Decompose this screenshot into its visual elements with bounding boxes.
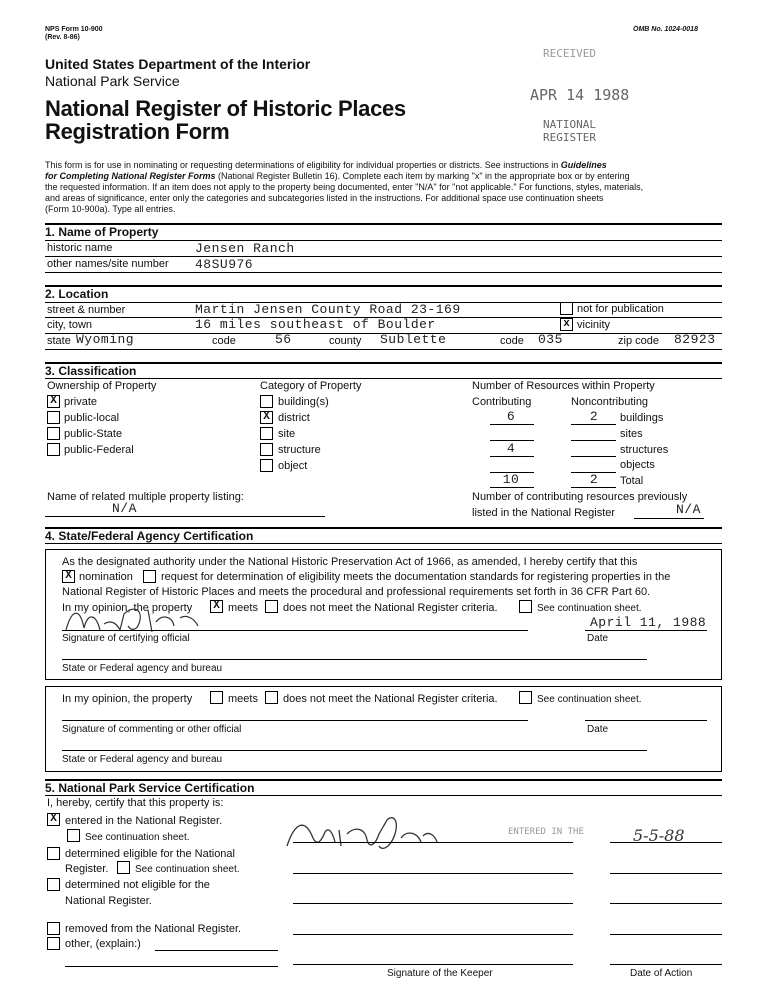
other-names-value: 48SU976 (195, 257, 254, 272)
keeper-sig-label: Signature of the Keeper (387, 968, 493, 979)
does-not-meet-label: does not meet the National Register criteria. (283, 602, 498, 614)
noncontrib-buildings: 2 (589, 409, 599, 424)
certifying-date-label: Date (587, 633, 609, 644)
vicinity-label: vicinity (577, 319, 611, 331)
not-eligible-checkbox[interactable] (47, 878, 60, 891)
omb-number: OMB No. 1024-0018 (633, 26, 698, 33)
continuation-label-1: See continuation sheet. (537, 603, 642, 614)
does-not-meet2-checkbox[interactable] (265, 691, 278, 704)
object-checkbox[interactable] (260, 459, 273, 472)
state-code-label: code (212, 335, 236, 347)
cert-line1: As the designated authority under the National Historic Preservation Act of 1966, as amended, I hereby certify that this (62, 556, 638, 568)
historic-name-value: Jensen Ranch (195, 241, 295, 256)
county-label: county (329, 335, 362, 347)
nomination-label: nomination (79, 571, 133, 583)
does-not-meet2-label: does not meet the National Register criteria. (283, 693, 498, 705)
public-federal-label: public-Federal (64, 444, 134, 456)
section-2-heading: 2. Location (45, 287, 109, 301)
vicinity-checkbox[interactable]: x (560, 318, 573, 331)
county-code-value: 035 (538, 332, 563, 347)
total-row-label: Total (620, 475, 644, 487)
nps-cert-intro: I, hereby, certify that this property is: (47, 797, 224, 809)
entered-stamp: ENTERED IN THE (508, 827, 584, 837)
district-checkbox[interactable]: X (260, 411, 273, 424)
continuation-checkbox-1[interactable] (519, 600, 532, 613)
contrib-buildings: 6 (506, 409, 516, 424)
bureau-label-2: State or Federal agency and bureau (62, 754, 223, 765)
contributing-heading: Contributing (472, 396, 532, 408)
site-checkbox[interactable] (260, 427, 273, 440)
action-date-value: 5-5-88 (633, 826, 685, 845)
certifying-sig-label: Signature of certifying official (62, 633, 190, 644)
public-federal-checkbox[interactable] (47, 443, 60, 456)
form-number: NPS Form 10-900 (45, 26, 103, 33)
action-date-label: Date of Action (630, 968, 693, 979)
bureau-label-1: State or Federal agency and bureau (62, 663, 223, 674)
removed-checkbox[interactable] (47, 922, 60, 935)
previously-listed-line2: listed in the National Register (472, 507, 616, 519)
eligibility-request-checkbox[interactable] (143, 570, 156, 583)
county-code-label: code (500, 335, 524, 347)
not-for-publication-label: not for publication (577, 303, 664, 315)
state-code-value: 56 (275, 332, 292, 347)
meets2-checkbox[interactable] (210, 691, 223, 704)
city-label: city, town (47, 319, 93, 331)
historic-name-label: historic name (47, 242, 113, 254)
zip-value: 82923 (674, 332, 716, 347)
zip-label: zip code (618, 335, 659, 347)
section-1-heading: 1. Name of Property (45, 225, 159, 239)
continuation-label-2: See continuation sheet. (537, 694, 642, 705)
eligible-checkbox[interactable] (47, 847, 60, 860)
public-local-label: public-local (64, 412, 120, 424)
commenting-date-label: Date (587, 724, 609, 735)
received-date-stamp: APR 14 1988 (530, 86, 630, 104)
category-heading: Category of Property (260, 380, 362, 392)
nomination-checkbox[interactable]: X (62, 570, 75, 583)
keeper-signature (283, 812, 443, 854)
public-local-checkbox[interactable] (47, 411, 60, 424)
eligible-continuation-label: See continuation sheet. (135, 864, 240, 875)
removed-label: removed from the National Register. (65, 923, 242, 935)
multiple-property-label: Name of related multiple property listing: (47, 491, 244, 503)
buildings-row-label: buildings (620, 412, 664, 424)
street-label: street & number (47, 304, 126, 316)
site-label: site (278, 428, 296, 440)
eligible-label-2: Register. (65, 863, 109, 875)
district-label: district (278, 412, 310, 424)
private-label: private (64, 396, 98, 408)
not-for-publication-checkbox[interactable] (560, 302, 573, 315)
meets2-label: meets (228, 693, 258, 705)
noncontrib-total: 2 (589, 472, 599, 487)
state-value: Wyoming (76, 332, 135, 347)
entered-continuation-checkbox[interactable] (67, 829, 80, 842)
not-eligible-label-2: National Register. (65, 895, 152, 907)
entered-continuation-label: See continuation sheet. (85, 832, 190, 843)
multiple-property-value: N/A (112, 501, 137, 516)
structure-checkbox[interactable] (260, 443, 273, 456)
certifying-date-value: April 11, 1988 (590, 615, 707, 630)
not-eligible-label-1: determined not eligible for the (65, 879, 210, 891)
does-not-meet-checkbox[interactable] (265, 600, 278, 613)
form-revision: (Rev. 8-86) (45, 34, 80, 41)
cert-line2: request for determination of eligibility meets the documentation standards for registering properties in the (161, 571, 671, 583)
other-names-label: other names/site number (47, 258, 169, 270)
commenting-sig-label: Signature of commenting or other official (62, 724, 242, 735)
section-4-heading: 4. State/Federal Agency Certification (45, 529, 254, 543)
state-label: state (47, 335, 71, 347)
section-3-heading: 3. Classification (45, 364, 137, 378)
meets-label: meets (228, 602, 258, 614)
cert-line3: National Register of Historic Places and meets the procedural and professional requirements set forth in 36 CFR Part 60. (62, 586, 651, 598)
entered-checkbox[interactable]: X (47, 813, 60, 826)
opinion-label: In my opinion, the property (62, 602, 193, 614)
resources-heading: Number of Resources within Property (472, 380, 655, 392)
contrib-total: 10 (502, 472, 520, 487)
private-checkbox[interactable]: X (47, 395, 60, 408)
section-5-heading: 5. National Park Service Certification (45, 781, 255, 795)
continuation-checkbox-2[interactable] (519, 691, 532, 704)
entered-label: entered in the National Register. (65, 815, 223, 827)
public-state-checkbox[interactable] (47, 427, 60, 440)
previously-listed-value: N/A (676, 502, 701, 517)
contrib-structures: 4 (506, 441, 516, 456)
ownership-heading: Ownership of Property (47, 380, 157, 392)
building-label: building(s) (278, 396, 329, 408)
structures-row-label: structures (620, 444, 669, 456)
county-value: Sublette (380, 332, 447, 347)
eligible-label-1: determined eligible for the National (65, 848, 235, 860)
objects-row-label: objects (620, 459, 655, 471)
stamp-register: REGISTER (543, 131, 596, 144)
city-value: 16 miles southeast of Boulder (195, 317, 436, 332)
instructions-paragraph: This form is for use in nominating or requesting determinations of eligibility for individual properties or districts. See instructions in Guidelines for Completing National Register Forms (National Register Bulletin 16). Complete each item by marking "x" in the appropriate box or by entering the requested information. If an item does not apply to the property being documented, enter "N/A" for "not applicable." For functions, styles, materials, and areas of significance, enter only the categories and subcategories listed in the instructions. For additional space use continuation sheets (Form 10-900a). Type all entries. (45, 160, 644, 214)
stamp-national: NATIONAL (543, 118, 596, 131)
street-value: Martin Jensen County Road 23-169 (195, 302, 461, 317)
form-title-line2: Registration Form (45, 119, 230, 144)
eligible-continuation-checkbox[interactable] (117, 861, 130, 874)
building-checkbox[interactable] (260, 395, 273, 408)
opinion2-label: In my opinion, the property (62, 693, 193, 705)
structure-label: structure (278, 444, 321, 456)
previously-listed-line1: Number of contributing resources previously (472, 491, 688, 503)
noncontributing-heading: Noncontributing (571, 396, 649, 408)
form-title-line1: National Register of Historic Places (45, 96, 406, 121)
received-stamp: RECEIVED (543, 47, 596, 60)
department-name: United States Department of the Interior (45, 56, 311, 72)
sites-row-label: sites (620, 428, 643, 440)
object-label: object (278, 460, 308, 472)
other-checkbox[interactable] (47, 937, 60, 950)
public-state-label: public-State (64, 428, 123, 440)
other-label: other, (explain:) (65, 938, 141, 950)
meets-checkbox[interactable]: X (210, 600, 223, 613)
service-name: National Park Service (45, 73, 180, 89)
